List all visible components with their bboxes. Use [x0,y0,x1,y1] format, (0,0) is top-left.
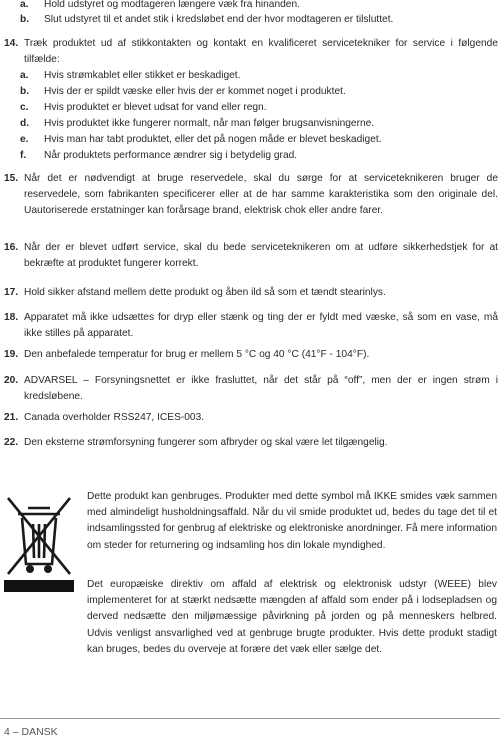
item-letter: a. [20,70,29,81]
item-letter: e. [20,134,29,145]
item-letter: c. [20,102,29,113]
sub-item [20,68,495,83]
item-text: Når der er blevet udført service, skal du bede serviceteknikeren om at udføre sikkerhedstjek for at bekræfte at produktet fungerer korrekt. [24,242,498,270]
item-text: Hvis strømkablet eller stikket er beskadiget. [44,70,241,81]
list-item-16 [4,240,498,272]
list-item-15 [4,171,498,220]
recycle-paragraph-2: Det europæiske direktiv om affald af elektrisk og elektronisk udstyr (WEEE) blev implementeret for at stærkt nedsætte mængden af affald som ender på i lodsepladsen og derved nedsætte den miljømæssige påvirkning på jorden og på menneskers helbred. Udvis venligst ansvarlighed ved at genbruge brugte produkter. Hvis dette produkt stadigt kan bruges, bedes du overveje at forære det væk eller sælge det. [87,579,497,655]
recycle-paragraph-1: Dette produkt kan genbruges. Produkter med dette symbol må IKKE smides væk sammen med almindeligt husholdningsaffald. Når du vil smide produktet ud, bedes du tage det til et indsamlingssted for genbrug af elektriske og elektroniske anordninger. Få mere information om steder for returnering og indsamling hos din lokale myndighed. [87,491,497,551]
sub-item [20,116,495,131]
item-number: 16. [4,242,19,253]
list-item-17 [4,285,498,301]
list-item [20,0,495,12]
item-letter: d. [20,118,30,129]
list-item-14 [4,36,498,68]
item-text: Slut udstyret til et andet stik i kredsløbet end der hvor modtageren er tilsluttet. [44,14,394,25]
list-item-18 [4,310,498,342]
weee-crossed-bin-icon [4,494,74,576]
item-text: Den eksterne strømforsyning fungerer som afbryder og skal være let tilgængelig. [24,437,388,448]
item-number: 20. [4,375,19,386]
item-text: Hvis der er spildt væske eller hvis der er kommet noget i produktet. [44,86,346,97]
item-text: ADVARSEL – Forsyningsnettet er ikke frasluttet, når det står på “off”, men der er ingen strøm i kredsløbene. [24,375,498,403]
item-text: Hvis produktet er blevet udsat for vand eller regn. [44,102,267,113]
item-text: Træk produktet ud af stikkontakten og kontakt en kvalificeret servicetekniker for service i følgende tilfælde: [24,38,498,66]
item-number: 22. [4,437,19,448]
item-text: Canada overholder RSS247, ICES-003. [24,412,205,423]
list-item-22 [4,435,498,451]
item-text: Hold udstyret og modtageren længere væk fra hinanden. [44,0,300,10]
item-text: Den anbefalede temperatur for brug er mellem 5 °C og 40 °C (41°F - 104°F). [24,349,370,360]
sub-item [20,148,495,163]
item-number: 18. [4,312,19,323]
weee-black-bar [4,580,74,592]
item-number: 19. [4,349,19,360]
sub-item [20,84,495,99]
item-text: Hold sikker afstand mellem dette produkt og åben ild så som et tændt stearinlys. [24,287,386,298]
item-letter: b. [20,14,30,25]
footer-divider [0,718,500,719]
item-text: Hvis produktet ikke fungerer normalt, når man følger brugsanvisningerne. [44,118,375,129]
sub-item [20,100,495,115]
item-letter: a. [20,0,29,10]
item-text: Hvis man har tabt produktet, eller det på nogen måde er blevet beskadiget. [44,134,382,145]
item-number: 21. [4,412,19,423]
list-item-20 [4,373,498,405]
item-number: 17. [4,287,19,298]
sub-item [20,132,495,147]
item-letter: b. [20,86,30,97]
item-text: Når produktets performance ændrer sig i betydelig grad. [44,150,298,161]
item-text: Når det er nødvendigt at bruge reservedele, skal du sørge for at serviceteknikeren bruger de reservedele, som fabrikanten specificerer eller at de har samme karakteristika som den originale del. Uautoriserede erstatninger kan forårsage brand, elektrisk chok eller andre farer. [24,173,498,217]
item-number: 15. [4,173,19,184]
item-number: 14. [4,38,19,49]
item-text: Apparatet må ikke udsættes for dryp eller stænk og ting der er fyldt med væske, så som en vase, må ikke stilles på apparatet. [24,312,498,340]
list-item-21 [4,410,498,426]
list-item [20,12,495,27]
item-letter: f. [20,150,27,161]
page-footer: 4 – DANSK [4,726,58,738]
list-item-19 [4,347,498,363]
